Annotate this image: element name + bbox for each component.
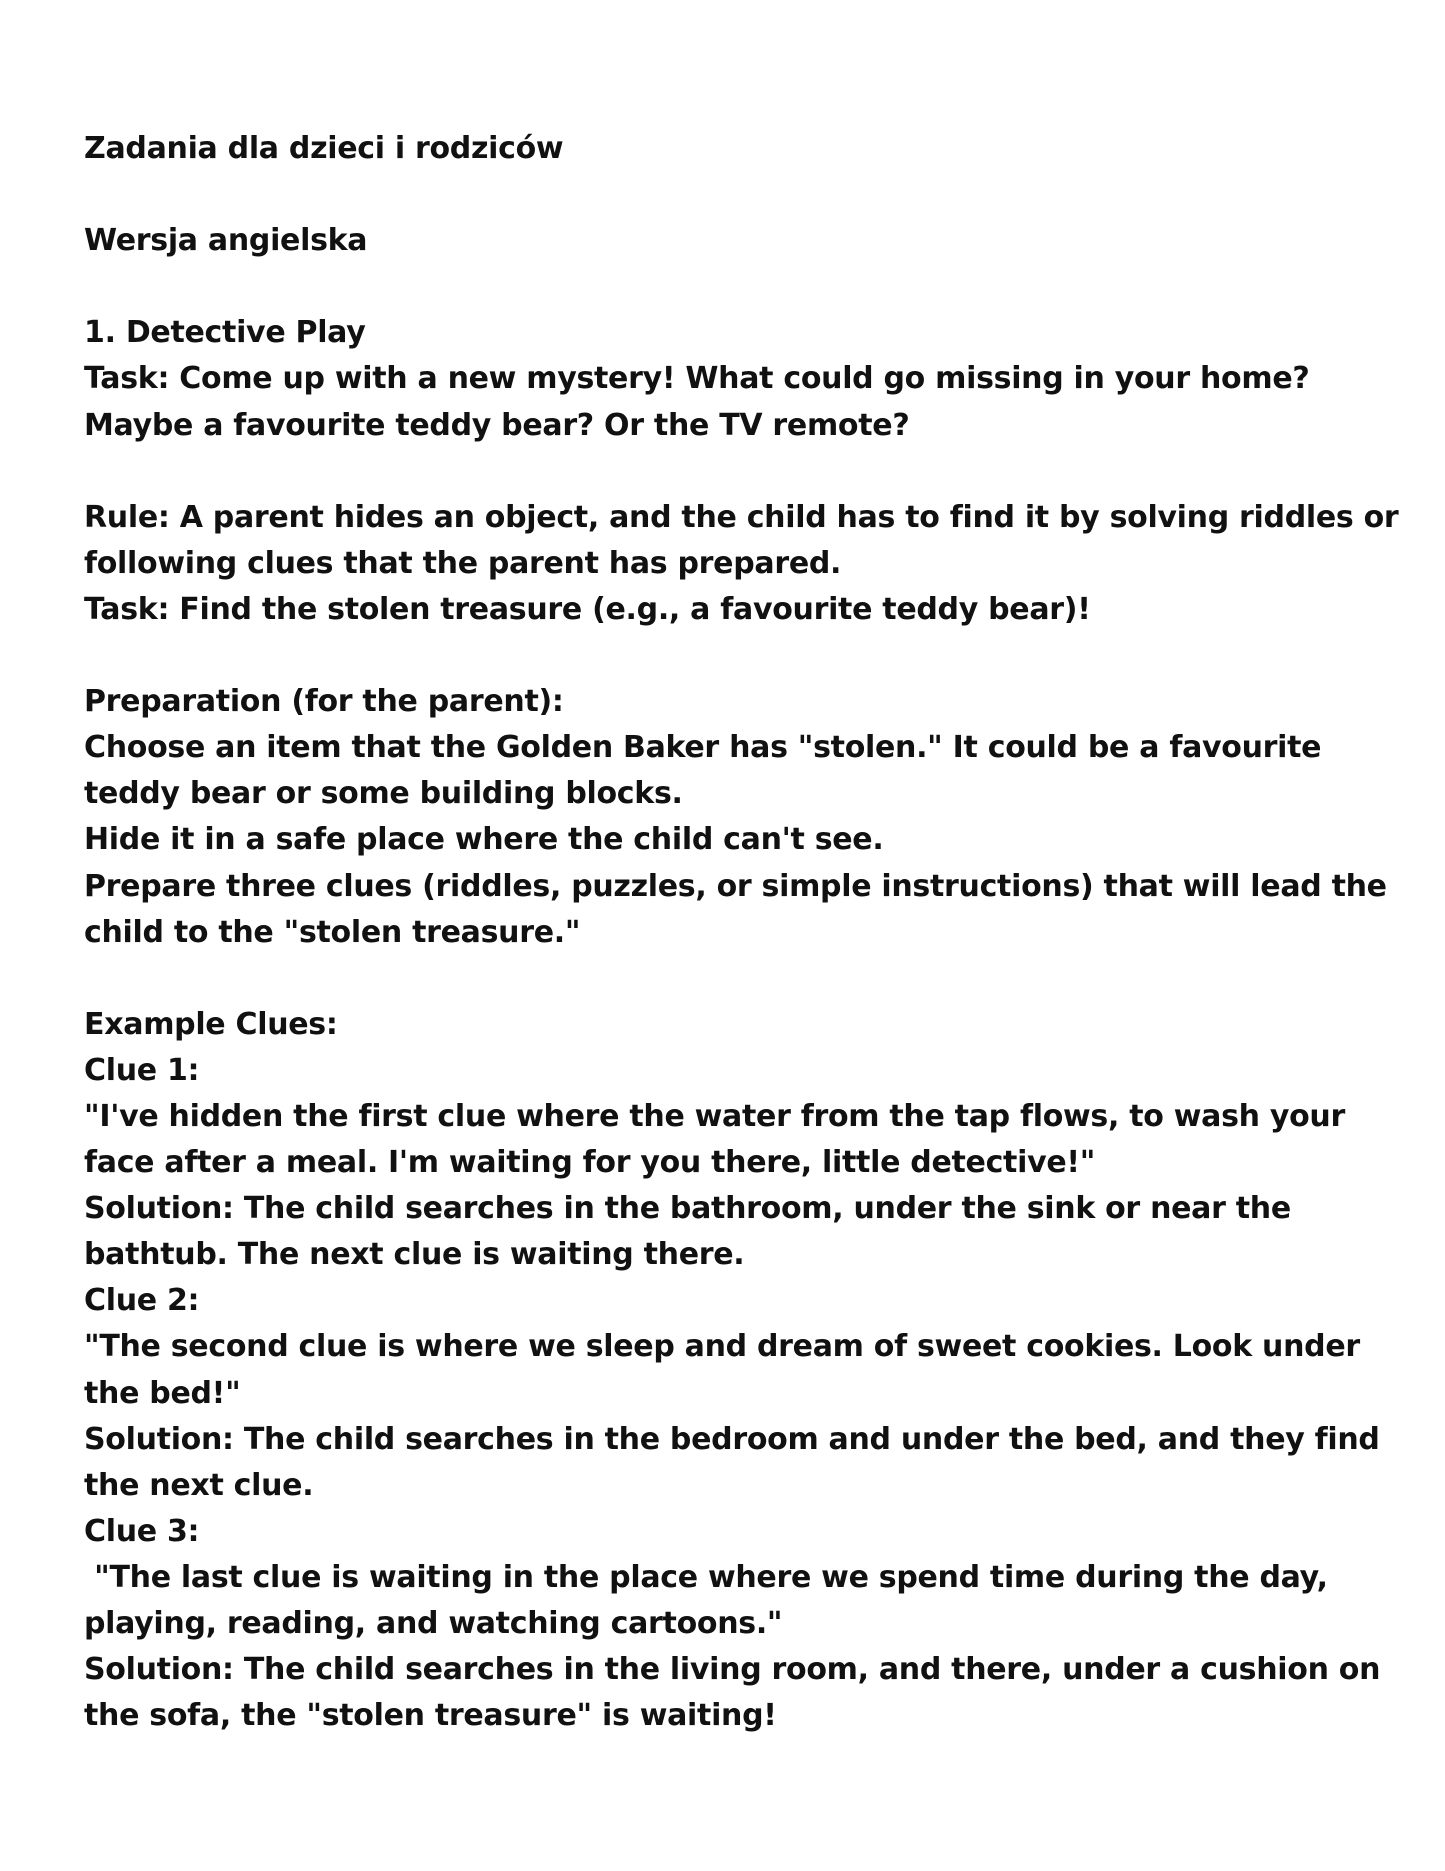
spacer bbox=[84, 449, 1384, 495]
solution-text: Solution: The child searches in the living room, and there, under a cushion on bbox=[84, 1652, 1381, 1688]
preparation-line: child to the "stolen treasure." bbox=[84, 914, 581, 950]
solution-text: Solution: The child searches in the bathroom, under the sink or near the bbox=[84, 1191, 1291, 1227]
preparation-line: Prepare three clues (riddles, puzzles, or simple instructions) that will lead the bbox=[84, 868, 1387, 904]
preparation-heading: Preparation (for the parent): bbox=[84, 684, 564, 720]
spacer bbox=[84, 956, 1384, 1002]
clue-label: Clue 1: bbox=[84, 1052, 200, 1088]
clue-text: "The second clue is where we sleep and dream of sweet cookies. Look under bbox=[84, 1329, 1360, 1365]
clue-text: playing, reading, and watching cartoons." bbox=[84, 1606, 783, 1641]
rule-line: Task: Find the stolen treasure (e.g., a favourite teddy bear)! bbox=[84, 591, 1091, 627]
examples-heading: Example Clues: bbox=[84, 1006, 338, 1042]
clue-text: the bed!" bbox=[84, 1375, 241, 1411]
solution-text: the next clue. bbox=[84, 1467, 314, 1503]
intro-line: Task: Come up with a new mystery! What could go missing in your home? bbox=[84, 361, 1310, 397]
clue-text: "I've hidden the first clue where the water from the tap flows, to wash your bbox=[84, 1098, 1345, 1134]
spacer bbox=[84, 172, 1384, 218]
spacer bbox=[84, 264, 1384, 310]
rule-line: Rule: A parent hides an object, and the child has to find it by solving riddles or bbox=[84, 499, 1399, 535]
solution-text: Solution: The child searches in the bedroom and under the bed, and they find bbox=[84, 1421, 1380, 1457]
solution-text: bathtub. The next clue is waiting there. bbox=[84, 1237, 745, 1273]
intro-line: Maybe a favourite teddy bear? Or the TV remote? bbox=[84, 407, 910, 443]
preparation-line: Choose an item that the Golden Baker has "stolen." It could be a favourite bbox=[84, 730, 1322, 766]
rule-line: following clues that the parent has prepared. bbox=[84, 545, 842, 581]
document-page bbox=[84, 126, 1399, 1739]
clue-label: Clue 2: bbox=[84, 1283, 200, 1319]
section-heading: 1. Detective Play bbox=[84, 315, 366, 351]
document-title: Zadania dla dzieci i rodziców bbox=[84, 131, 564, 166]
solution-text: the sofa, the "stolen treasure" is waiting! bbox=[84, 1698, 777, 1734]
clue-text: face after a meal. I'm waiting for you there, little detective!" bbox=[84, 1145, 1096, 1181]
clue-label: Clue 3: bbox=[84, 1513, 200, 1549]
spacer bbox=[84, 633, 1384, 679]
preparation-line: Hide it in a safe place where the child can't see. bbox=[84, 822, 884, 858]
document-subtitle: Wersja angielska bbox=[84, 223, 368, 259]
preparation-line: teddy bear or some building blocks. bbox=[84, 776, 683, 812]
clue-text: "The last clue is waiting in the place where we spend time during the day, bbox=[84, 1559, 1328, 1595]
